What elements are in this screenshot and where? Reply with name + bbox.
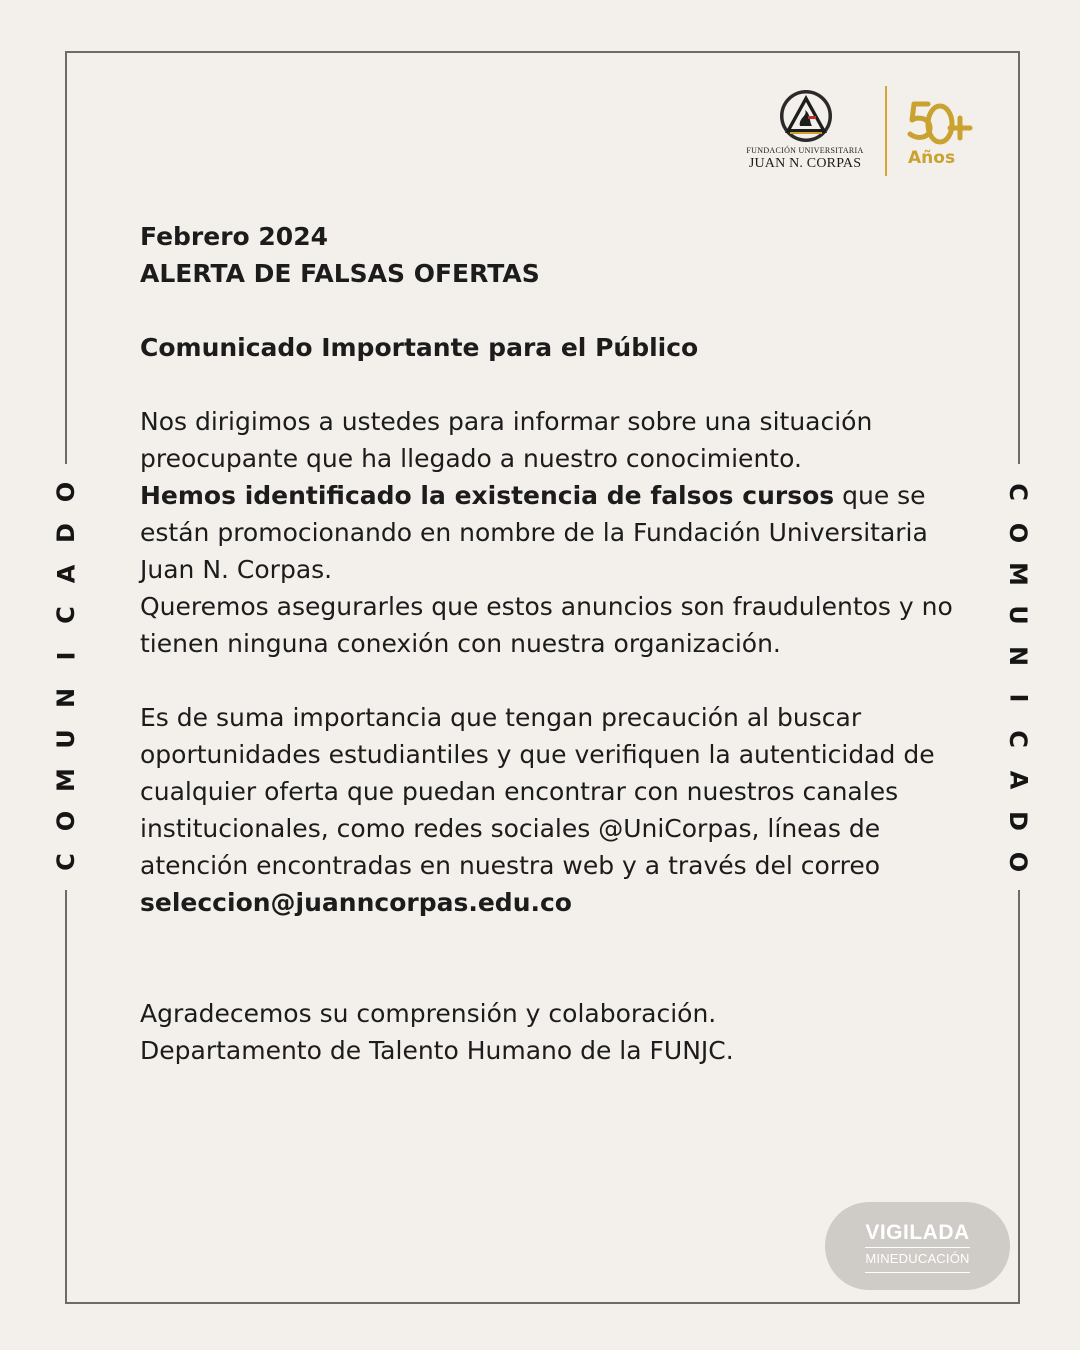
side-label-letter: N (52, 687, 80, 708)
announcement-date: Febrero 2024 (140, 222, 328, 251)
caution-text: Es de suma importancia que tengan precaución al buscar oportunidades estudiantiles y que verifiquen la autenticidad de cualquier oferta que puedan encontrar con nuestros canales institucionales, como redes sociales @UniCorpas, líneas de atención encontradas en nuestra web y a través del correo (140, 703, 935, 880)
side-label-letter: D (51, 523, 80, 544)
side-label-letter: M (51, 767, 80, 792)
side-label-letter: C (1004, 483, 1032, 501)
frame-left-line-lower (65, 890, 67, 1304)
university-seal-icon (778, 88, 834, 144)
stamp-title: VIGILADA (865, 1221, 970, 1244)
frame-bottom-line (65, 1302, 1020, 1304)
signature-line: Departamento de Talento Humano de la FUNJC. (140, 1036, 734, 1065)
side-label-letter: C (52, 853, 80, 871)
side-label-letter: D (1003, 810, 1032, 831)
stamp-divider-bottom (865, 1272, 970, 1273)
institution-logo (740, 86, 980, 178)
logo-org-name: JUAN N. CORPAS (748, 156, 862, 171)
side-label-letter: O (52, 810, 80, 832)
side-label-letter: N (1004, 646, 1032, 667)
side-label-letter: I (52, 651, 80, 661)
frame-right-line-lower (1018, 890, 1020, 1304)
paragraph-caution (140, 699, 960, 921)
side-label-letter: U (52, 728, 80, 749)
contact-email[interactable]: seleccion@juanncorpas.edu.co (140, 888, 572, 917)
side-label-letter: U (1004, 605, 1032, 626)
vigilada-stamp (825, 1202, 1010, 1290)
alert-title: ALERTA DE FALSAS OFERTAS (140, 259, 540, 288)
side-label-left (46, 477, 86, 877)
announcement-subtitle: Comunicado Importante para el Público (140, 333, 699, 362)
stamp-subtitle: MINEDUCACIÓN (865, 1251, 970, 1266)
side-label-letter: A (1003, 770, 1032, 790)
frame-right-line-upper (1018, 51, 1020, 464)
intro-rest-text: que se están promocionando en nombre de la Fundación Universitaria Juan N. Corpas. (140, 481, 928, 584)
paragraph-intro (140, 403, 960, 588)
logo-divider (885, 86, 887, 176)
logo-org-small: FUNDACIÓN UNIVERSITARIA (746, 146, 864, 155)
side-label-letter: C (52, 606, 80, 625)
anniversary-word: Años (908, 148, 956, 168)
side-label-letter: O (1004, 522, 1032, 544)
side-label-letter: A (51, 564, 80, 584)
intro-text: Nos dirigimos a ustedes para informar sobre una situación preocupante que ha llegado a nuestro conocimiento. (140, 407, 873, 473)
side-label-right (998, 477, 1038, 877)
stamp-divider (865, 1247, 970, 1248)
intro-bold-text: Hemos identificado la existencia de falsos cursos (140, 481, 835, 510)
side-label-letter: O (1004, 851, 1032, 873)
side-label-letter: I (1004, 693, 1032, 703)
frame-top-line (65, 51, 1020, 53)
paragraph-assurance: Queremos asegurarles que estos anuncios son fraudulentos y no tienen ninguna conexión con nuestra organización. (140, 592, 953, 658)
thanks-line: Agradecemos su comprensión y colaboración. (140, 999, 717, 1028)
side-label-letter: O (52, 481, 80, 503)
announcement-body (140, 218, 960, 1069)
side-label-letter: M (1003, 562, 1032, 587)
side-label-letter: C (1004, 729, 1032, 748)
frame-left-line-upper (65, 51, 67, 464)
